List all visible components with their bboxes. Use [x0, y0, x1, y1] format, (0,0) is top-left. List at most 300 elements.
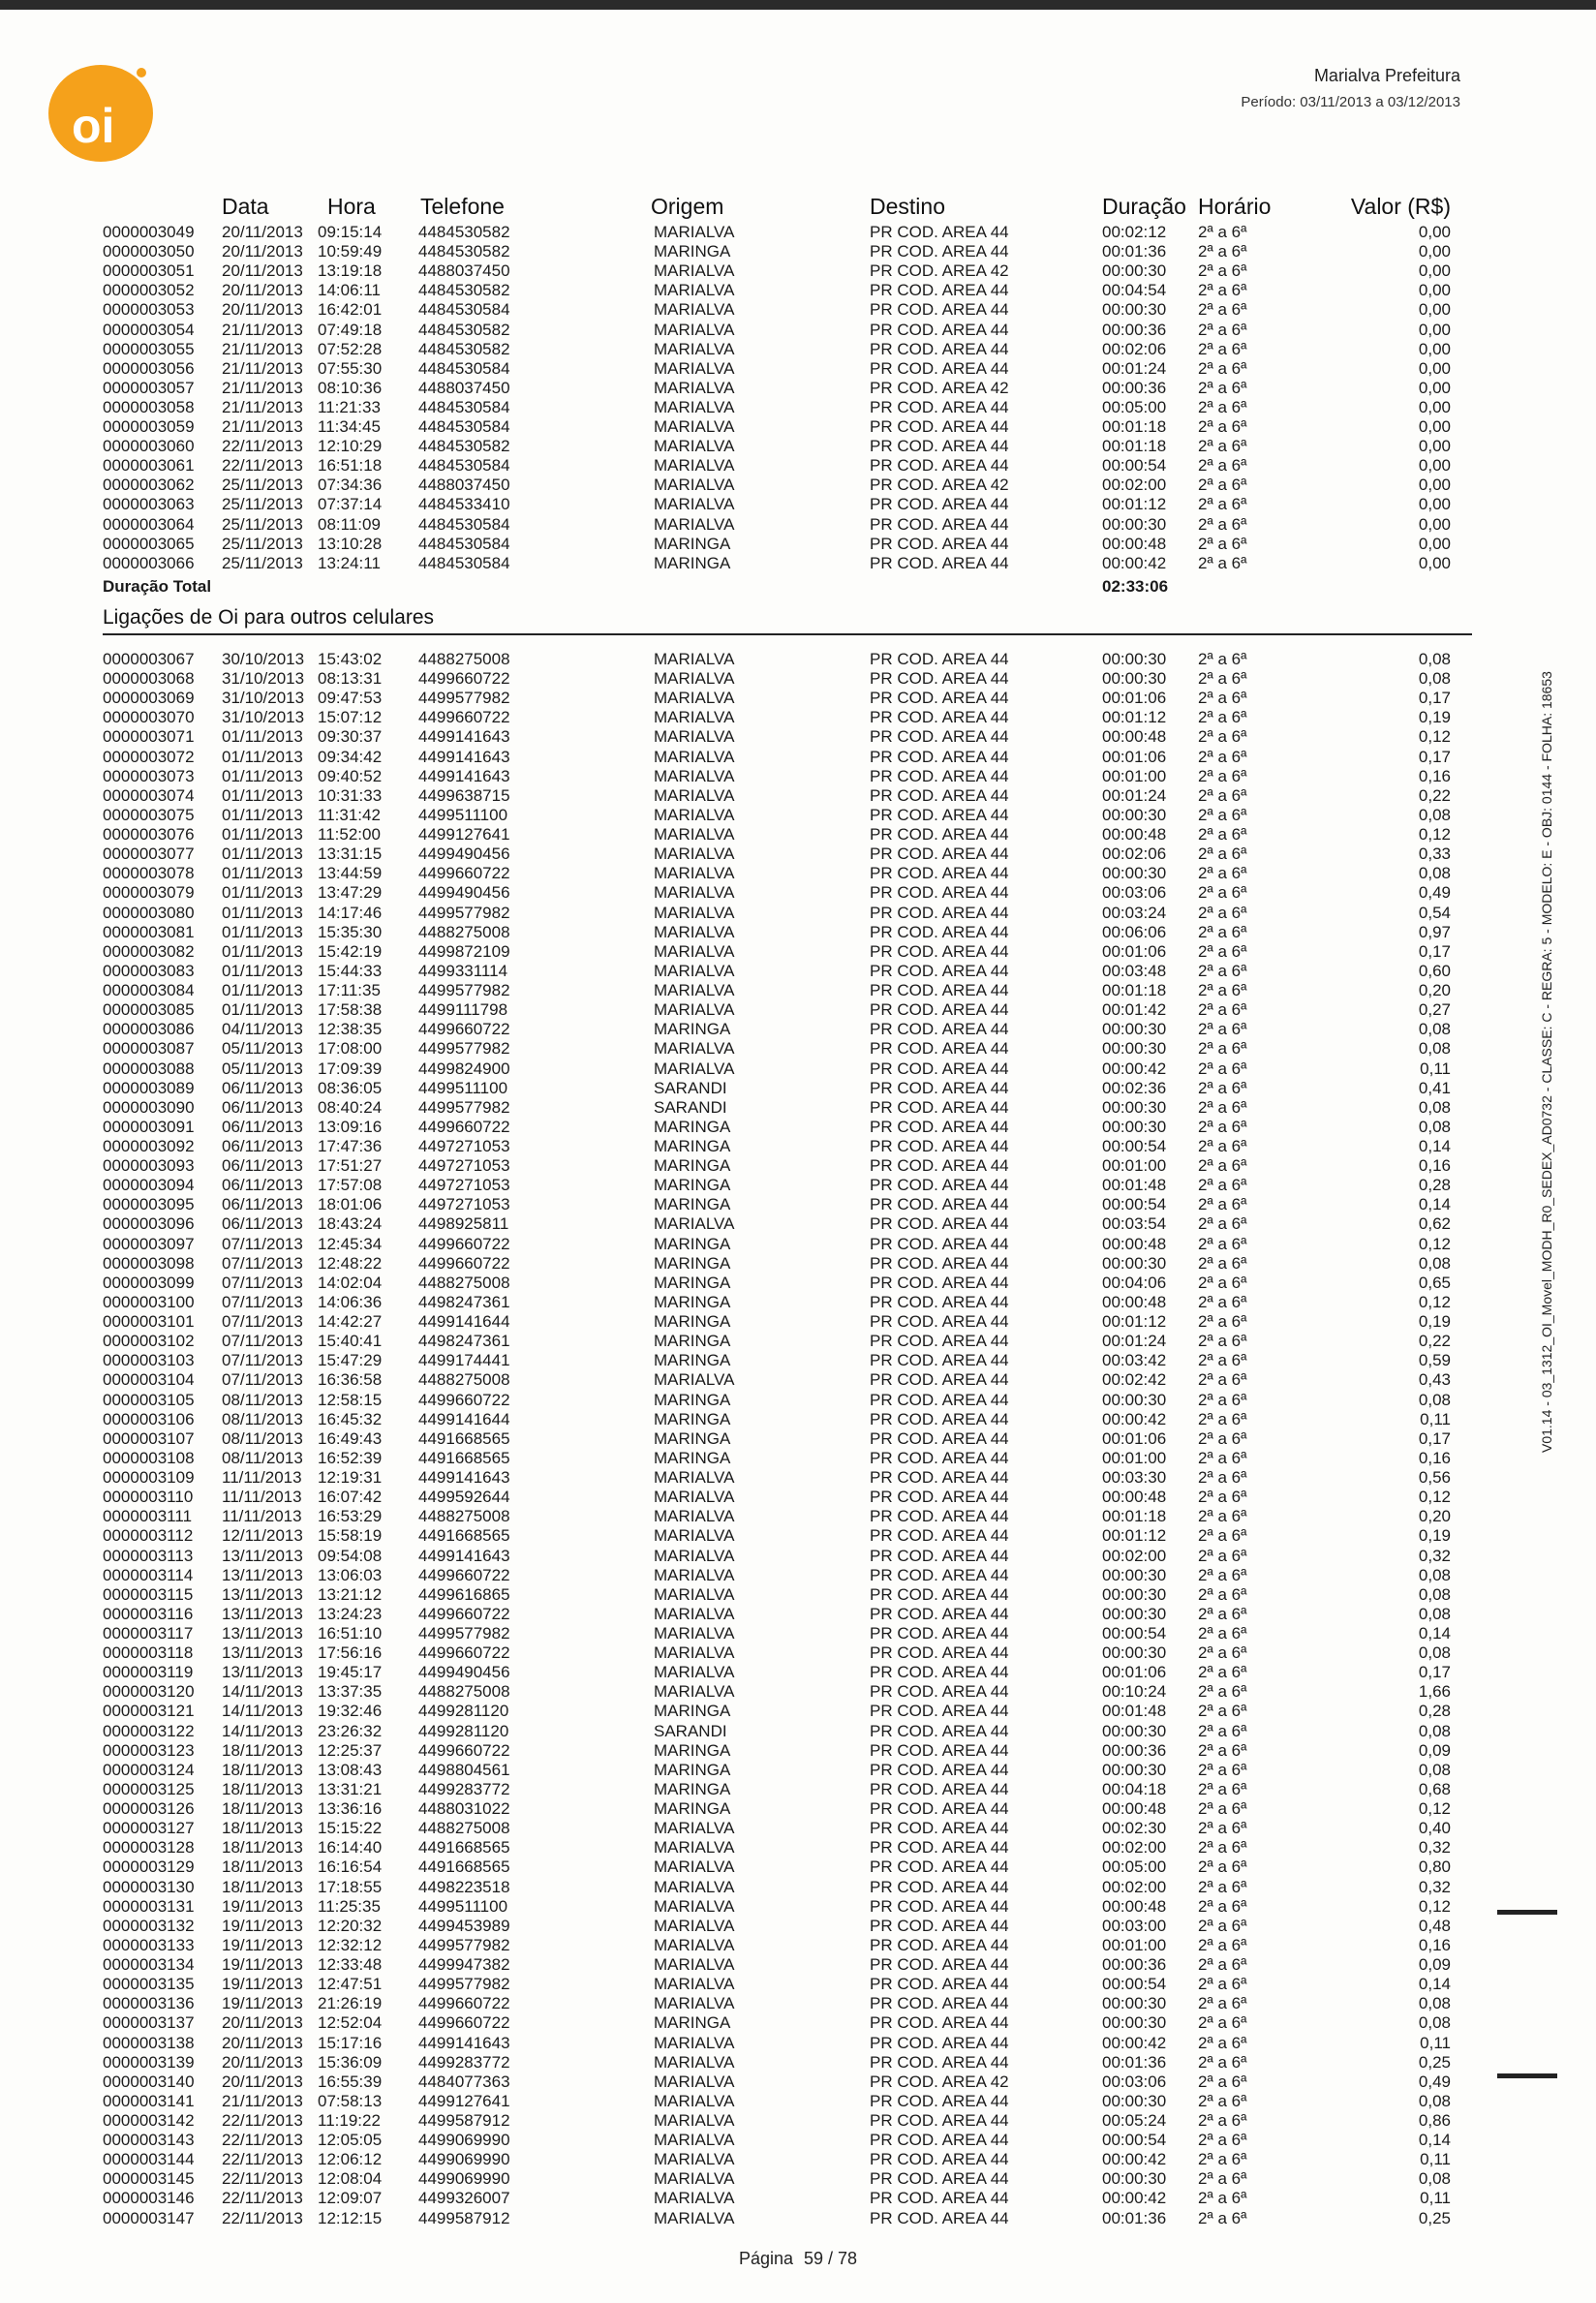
- call-id: 0000003121: [103, 1702, 195, 1721]
- call-value: 0,11: [1420, 1409, 1451, 1428]
- call-phone: 4499577982: [418, 903, 510, 922]
- call-id: 0000003134: [103, 1955, 195, 1975]
- call-value: 0,00: [1418, 397, 1451, 416]
- call-duration: 00:02:00: [1102, 1838, 1167, 1858]
- call-origin: MARINGA: [654, 534, 731, 553]
- call-duration: 00:00:30: [1102, 1390, 1167, 1409]
- call-date: 06/11/2013: [222, 1195, 303, 1214]
- call-duration: 00:06:06: [1102, 922, 1167, 941]
- call-duration: 00:01:42: [1102, 1000, 1167, 1020]
- call-id: 0000003059: [103, 417, 195, 436]
- call-origin: MARIALVA: [654, 689, 735, 708]
- call-schedule: 2ª a 6ª: [1198, 766, 1247, 785]
- call-duration: 00:01:18: [1102, 437, 1167, 456]
- call-value: 0,86: [1418, 2111, 1451, 2130]
- call-phone: 4497271053: [418, 1195, 510, 1214]
- call-value: 0,19: [1418, 1312, 1451, 1332]
- call-value: 0,14: [1418, 1975, 1451, 1994]
- table-row: [0, 515, 1596, 535]
- call-date: 04/11/2013: [222, 1020, 303, 1039]
- call-id: 0000003139: [103, 2052, 195, 2072]
- call-destination: PR COD. AREA 44: [870, 1390, 1009, 1409]
- call-time: 07:34:36: [318, 476, 383, 495]
- call-schedule: 2ª a 6ª: [1198, 922, 1247, 941]
- call-date: 06/11/2013: [222, 1214, 303, 1234]
- table-row: [0, 2189, 1596, 2208]
- call-id: 0000003063: [103, 495, 195, 514]
- call-date: 01/11/2013: [222, 766, 303, 785]
- call-schedule: 2ª a 6ª: [1198, 1292, 1247, 1311]
- call-destination: PR COD. AREA 44: [870, 825, 1009, 844]
- call-date: 19/11/2013: [222, 1994, 303, 2013]
- call-destination: PR COD. AREA 44: [870, 864, 1009, 883]
- call-duration: 00:00:48: [1102, 825, 1167, 844]
- call-id: 0000003049: [103, 223, 195, 241]
- call-date: 21/11/2013: [222, 397, 303, 416]
- call-duration: 00:00:54: [1102, 1137, 1167, 1155]
- call-origin: MARIALVA: [654, 2150, 735, 2169]
- call-value: 0,00: [1418, 281, 1451, 300]
- call-origin: MARIALVA: [654, 1507, 735, 1526]
- call-date: 20/11/2013: [222, 242, 303, 261]
- call-schedule: 2ª a 6ª: [1198, 397, 1247, 416]
- table-row: [0, 1000, 1596, 1020]
- call-time: 12:52:04: [318, 2013, 383, 2033]
- call-destination: PR COD. AREA 44: [870, 1332, 1009, 1351]
- call-phone: 4484530582: [418, 320, 510, 339]
- call-origin: MARIALVA: [654, 223, 735, 241]
- call-id: 0000003082: [103, 941, 195, 961]
- call-phone: 4499577982: [418, 1935, 510, 1954]
- call-value: 0,00: [1418, 320, 1451, 339]
- call-date: 13/11/2013: [222, 1604, 303, 1623]
- call-destination: PR COD. AREA 44: [870, 1097, 1009, 1117]
- table-row: [0, 1507, 1596, 1526]
- call-date: 19/11/2013: [222, 1896, 303, 1916]
- logo-text: oi: [72, 99, 115, 153]
- call-phone: 4498925811: [418, 1214, 509, 1234]
- table-row: [0, 300, 1596, 320]
- call-id: 0000003083: [103, 961, 195, 980]
- call-id: 0000003125: [103, 1779, 195, 1798]
- call-phone: 4488275008: [418, 1273, 510, 1292]
- call-destination: PR COD. AREA 44: [870, 1273, 1009, 1292]
- call-time: 16:36:58: [318, 1370, 383, 1390]
- call-id: 0000003078: [103, 864, 195, 883]
- call-date: 07/11/2013: [222, 1273, 303, 1292]
- call-phone: 4499511100: [418, 805, 508, 824]
- call-destination: PR COD. AREA 42: [870, 476, 1009, 495]
- call-time: 12:32:12: [318, 1935, 383, 1954]
- call-value: 0,19: [1418, 708, 1451, 727]
- call-schedule: 2ª a 6ª: [1198, 417, 1247, 436]
- table-row: [0, 1547, 1596, 1566]
- call-date: 01/11/2013: [222, 883, 303, 903]
- call-value: 0,11: [1420, 2189, 1451, 2208]
- call-phone: 4484077363: [418, 2072, 510, 2091]
- call-destination: PR COD. AREA 44: [870, 2131, 1009, 2150]
- table-row: [0, 2131, 1596, 2150]
- call-duration: 00:01:18: [1102, 1507, 1167, 1526]
- call-origin: MARIALVA: [654, 1565, 735, 1584]
- call-date: 30/10/2013: [222, 650, 305, 668]
- call-phone: 4499127641: [418, 825, 510, 844]
- call-time: 15:43:02: [318, 650, 383, 668]
- call-duration: 00:00:36: [1102, 320, 1167, 339]
- call-date: 31/10/2013: [222, 708, 305, 727]
- call-time: 11:52:00: [318, 825, 381, 844]
- call-duration: 00:00:48: [1102, 534, 1167, 553]
- call-destination: PR COD. AREA 44: [870, 1955, 1009, 1975]
- page-number: 59 / 78: [804, 2249, 858, 2268]
- call-date: 01/11/2013: [222, 922, 303, 941]
- call-destination: PR COD. AREA 44: [870, 1156, 1009, 1176]
- call-id: 0000003122: [103, 1721, 195, 1740]
- call-time: 17:11:35: [318, 981, 381, 1000]
- call-date: 01/11/2013: [222, 844, 303, 864]
- call-duration: 00:00:48: [1102, 727, 1167, 747]
- call-date: 07/11/2013: [222, 1370, 303, 1390]
- table-row: [0, 359, 1596, 379]
- table-row: [0, 437, 1596, 456]
- call-destination: PR COD. AREA 44: [870, 1234, 1009, 1253]
- call-duration: 00:00:42: [1102, 1059, 1167, 1078]
- call-duration: 00:01:06: [1102, 689, 1167, 708]
- call-schedule: 2ª a 6ª: [1198, 1819, 1247, 1838]
- call-id: 0000003146: [103, 2189, 195, 2208]
- call-phone: 4497271053: [418, 1156, 510, 1176]
- call-schedule: 2ª a 6ª: [1198, 2013, 1247, 2033]
- call-id: 0000003147: [103, 2208, 195, 2227]
- call-schedule: 2ª a 6ª: [1198, 1370, 1247, 1390]
- call-value: 0,00: [1418, 476, 1451, 495]
- call-date: 25/11/2013: [222, 553, 303, 572]
- call-value: 0,22: [1418, 785, 1451, 805]
- call-phone: 4499577982: [418, 981, 510, 1000]
- call-id: 0000003132: [103, 1916, 195, 1935]
- call-value: 0,43: [1418, 1370, 1451, 1390]
- call-origin: MARIALVA: [654, 1584, 735, 1604]
- table-row: [0, 1799, 1596, 1819]
- call-value: 0,11: [1420, 2150, 1451, 2169]
- call-value: 0,32: [1418, 1838, 1451, 1858]
- table-row: [0, 689, 1596, 708]
- call-value: 0,08: [1418, 1760, 1451, 1779]
- table-row: [0, 2034, 1596, 2053]
- call-value: 0,41: [1418, 1078, 1451, 1097]
- call-duration: 00:03:00: [1102, 1916, 1167, 1935]
- call-date: 06/11/2013: [222, 1176, 303, 1195]
- call-destination: PR COD. AREA 44: [870, 1604, 1009, 1623]
- call-date: 19/11/2013: [222, 1916, 303, 1935]
- call-phone: 4499587912: [418, 2208, 510, 2227]
- call-value: 0,27: [1418, 1000, 1451, 1020]
- section-title: Ligações de Oi para outros celulares: [103, 606, 435, 629]
- call-id: 0000003102: [103, 1332, 195, 1351]
- table-row: [0, 2209, 1596, 2228]
- call-id: 0000003095: [103, 1195, 195, 1214]
- call-phone: 4499283772: [418, 2052, 510, 2072]
- call-id: 0000003118: [103, 1643, 194, 1663]
- table-row: [0, 1819, 1596, 1838]
- call-schedule: 2ª a 6ª: [1198, 708, 1247, 727]
- call-destination: PR COD. AREA 44: [870, 1448, 1009, 1467]
- call-date: 14/11/2013: [222, 1702, 303, 1721]
- call-id: 0000003097: [103, 1234, 195, 1253]
- call-duration: 00:01:00: [1102, 1156, 1167, 1176]
- call-origin: MARIALVA: [654, 785, 735, 805]
- table-row: [0, 1391, 1596, 1410]
- margin-mark: [1497, 1910, 1557, 1915]
- call-value: 0,97: [1418, 922, 1451, 941]
- call-time: 07:49:18: [318, 320, 383, 339]
- call-duration: 00:04:06: [1102, 1273, 1167, 1292]
- call-schedule: 2ª a 6ª: [1198, 883, 1247, 903]
- call-origin: MARIALVA: [654, 300, 735, 320]
- call-destination: PR COD. AREA 44: [870, 2111, 1009, 2130]
- table-row: [0, 864, 1596, 883]
- call-date: 13/11/2013: [222, 1565, 303, 1584]
- call-schedule: 2ª a 6ª: [1198, 727, 1247, 747]
- call-duration: 00:03:06: [1102, 2072, 1167, 2091]
- call-id: 0000003128: [103, 1838, 195, 1858]
- call-destination: PR COD. AREA 44: [870, 844, 1009, 864]
- call-time: 23:26:32: [318, 1721, 383, 1740]
- call-schedule: 2ª a 6ª: [1198, 1838, 1247, 1858]
- call-origin: MARINGA: [654, 1020, 731, 1039]
- call-schedule: 2ª a 6ª: [1198, 2150, 1247, 2169]
- call-duration: 00:00:48: [1102, 1896, 1167, 1916]
- call-phone: 4499141644: [418, 1409, 510, 1428]
- call-duration: 00:00:30: [1102, 1584, 1167, 1604]
- table-row: [0, 1098, 1596, 1118]
- call-id: 0000003099: [103, 1273, 195, 1292]
- call-destination: PR COD. AREA 44: [870, 1721, 1009, 1740]
- call-value: 0,16: [1418, 1156, 1451, 1176]
- call-phone: 4491668565: [418, 1428, 510, 1448]
- call-destination: PR COD. AREA 44: [870, 1682, 1009, 1702]
- table-row: [0, 1449, 1596, 1468]
- call-date: 01/11/2013: [222, 785, 303, 805]
- call-destination: PR COD. AREA 44: [870, 1975, 1009, 1994]
- call-time: 15:40:41: [318, 1332, 383, 1351]
- call-value: 0,08: [1418, 2013, 1451, 2033]
- call-duration: 00:01:24: [1102, 1332, 1167, 1351]
- call-origin: MARIALVA: [654, 358, 735, 378]
- call-duration: 00:03:30: [1102, 1468, 1167, 1488]
- call-phone: 4499660722: [418, 1390, 510, 1409]
- call-origin: MARIALVA: [654, 981, 735, 1000]
- call-origin: MARINGA: [654, 1409, 731, 1428]
- call-id: 0000003067: [103, 650, 195, 668]
- call-destination: PR COD. AREA 44: [870, 1078, 1009, 1097]
- call-phone: 4484530582: [418, 281, 510, 300]
- call-origin: MARIALVA: [654, 1975, 735, 1994]
- call-destination: PR COD. AREA 44: [870, 785, 1009, 805]
- call-date: 22/11/2013: [222, 456, 303, 476]
- call-schedule: 2ª a 6ª: [1198, 2111, 1247, 2130]
- call-value: 0,68: [1418, 1779, 1451, 1798]
- call-value: 0,17: [1418, 689, 1451, 708]
- call-phone: 4499283772: [418, 1779, 510, 1798]
- call-schedule: 2ª a 6ª: [1198, 1234, 1247, 1253]
- call-date: 07/11/2013: [222, 1332, 303, 1351]
- call-date: 20/11/2013: [222, 2072, 303, 2091]
- call-phone: 4499577982: [418, 1624, 510, 1643]
- table-row: [0, 1214, 1596, 1234]
- call-schedule: 2ª a 6ª: [1198, 1312, 1247, 1332]
- call-value: 0,08: [1418, 1253, 1451, 1273]
- call-phone: 4484530582: [418, 339, 510, 358]
- call-schedule: 2ª a 6ª: [1198, 300, 1247, 320]
- call-origin: MARIALVA: [654, 1214, 735, 1234]
- table-row: [0, 1663, 1596, 1682]
- call-origin: MARINGA: [654, 1448, 731, 1467]
- table-row: [0, 1156, 1596, 1176]
- call-time: 17:58:38: [318, 1000, 383, 1020]
- call-date: 21/11/2013: [222, 339, 303, 358]
- call-time: 15:42:19: [318, 941, 383, 961]
- col-header-duracao: Duração: [1102, 194, 1186, 219]
- call-time: 12:47:51: [318, 1975, 383, 1994]
- call-phone: 4499453989: [418, 1916, 510, 1935]
- call-value: 0,12: [1418, 1799, 1451, 1819]
- call-phone: 4499947382: [418, 1955, 510, 1975]
- call-destination: PR COD. AREA 44: [870, 2189, 1009, 2208]
- call-destination: PR COD. AREA 44: [870, 1409, 1009, 1428]
- table-row: [0, 2169, 1596, 2189]
- call-date: 01/11/2013: [222, 747, 303, 766]
- call-phone: 4499141643: [418, 1468, 510, 1488]
- call-origin: MARIALVA: [654, 2091, 735, 2110]
- call-phone: 4498247361: [418, 1332, 510, 1351]
- oi-logo: [41, 53, 157, 165]
- call-id: 0000003052: [103, 281, 195, 300]
- call-id: 0000003101: [103, 1312, 195, 1332]
- call-date: 01/11/2013: [222, 864, 303, 883]
- call-date: 06/11/2013: [222, 1137, 303, 1155]
- call-id: 0000003058: [103, 397, 195, 416]
- call-schedule: 2ª a 6ª: [1198, 1176, 1247, 1195]
- table-row: [0, 1975, 1596, 1994]
- call-origin: MARINGA: [654, 1428, 731, 1448]
- call-id: 0000003107: [103, 1428, 195, 1448]
- call-origin: MARIALVA: [654, 727, 735, 747]
- call-time: 16:53:29: [318, 1507, 383, 1526]
- call-date: 18/11/2013: [222, 1779, 303, 1798]
- col-header-telefone: Telefone: [420, 194, 505, 219]
- call-id: 0000003089: [103, 1078, 195, 1097]
- call-destination: PR COD. AREA 44: [870, 1877, 1009, 1896]
- call-duration: 00:02:36: [1102, 1078, 1167, 1097]
- call-destination: PR COD. AREA 44: [870, 495, 1009, 514]
- call-schedule: 2ª a 6ª: [1198, 1253, 1247, 1273]
- call-duration: 00:01:06: [1102, 1428, 1167, 1448]
- call-time: 09:47:53: [318, 689, 383, 708]
- call-date: 07/11/2013: [222, 1312, 303, 1332]
- call-id: 0000003135: [103, 1975, 195, 1994]
- call-schedule: 2ª a 6ª: [1198, 1468, 1247, 1488]
- call-origin: MARIALVA: [654, 1468, 735, 1488]
- call-id: 0000003060: [103, 437, 195, 456]
- call-time: 11:21:33: [318, 397, 381, 416]
- call-id: 0000003129: [103, 1858, 195, 1877]
- table-row: [0, 962, 1596, 981]
- call-time: 17:51:27: [318, 1156, 383, 1176]
- call-phone: 4497271053: [418, 1137, 510, 1155]
- call-phone: 4499660722: [418, 1234, 510, 1253]
- call-id: 0000003057: [103, 378, 195, 397]
- call-duration: 00:03:48: [1102, 961, 1167, 980]
- call-phone: 4499660722: [418, 864, 510, 883]
- call-value: 0,08: [1418, 650, 1451, 668]
- call-phone: 4499660722: [418, 1253, 510, 1273]
- call-destination: PR COD. AREA 44: [870, 437, 1009, 456]
- call-schedule: 2ª a 6ª: [1198, 437, 1247, 456]
- call-time: 08:13:31: [318, 669, 383, 689]
- call-time: 17:56:16: [318, 1643, 383, 1663]
- call-time: 08:40:24: [318, 1097, 383, 1117]
- call-value: 0,22: [1418, 1332, 1451, 1351]
- call-origin: MARIALVA: [654, 864, 735, 883]
- call-schedule: 2ª a 6ª: [1198, 1877, 1247, 1896]
- table-row: [0, 650, 1596, 669]
- call-value: 0,12: [1418, 1896, 1451, 1916]
- call-destination: PR COD. AREA 44: [870, 1799, 1009, 1819]
- table-row: [0, 1936, 1596, 1955]
- call-id: 0000003064: [103, 514, 195, 534]
- call-destination: PR COD. AREA 44: [870, 981, 1009, 1000]
- call-phone: 4499577982: [418, 1975, 510, 1994]
- call-phone: 4499069990: [418, 2131, 510, 2150]
- call-date: 05/11/2013: [222, 1059, 303, 1078]
- call-value: 0,16: [1418, 1448, 1451, 1467]
- table-row: [0, 2111, 1596, 2131]
- call-phone: 4484530584: [418, 534, 510, 553]
- call-phone: 4488031022: [418, 1799, 510, 1819]
- table-row: [0, 2073, 1596, 2092]
- call-value: 0,19: [1418, 1526, 1451, 1546]
- call-value: 0,17: [1418, 941, 1451, 961]
- call-time: 14:06:11: [318, 281, 381, 300]
- call-schedule: 2ª a 6ª: [1198, 1546, 1247, 1565]
- call-time: 13:21:12: [318, 1584, 383, 1604]
- call-duration: 00:05:00: [1102, 1858, 1167, 1877]
- call-duration: 00:00:30: [1102, 1020, 1167, 1039]
- call-value: 0,08: [1418, 805, 1451, 824]
- call-destination: PR COD. AREA 44: [870, 1819, 1009, 1838]
- call-date: 18/11/2013: [222, 1740, 303, 1760]
- call-value: 0,00: [1418, 378, 1451, 397]
- call-date: 22/11/2013: [222, 2150, 303, 2169]
- call-schedule: 2ª a 6ª: [1198, 476, 1247, 495]
- call-date: 13/11/2013: [222, 1546, 303, 1565]
- call-destination: PR COD. AREA 44: [870, 1935, 1009, 1954]
- call-time: 11:34:45: [318, 417, 381, 436]
- call-phone: 4488275008: [418, 1507, 510, 1526]
- table-row: [0, 1624, 1596, 1643]
- call-phone: 4499872109: [418, 941, 510, 961]
- call-value: 0,00: [1418, 495, 1451, 514]
- call-value: 0,00: [1418, 242, 1451, 261]
- table-row: [0, 1897, 1596, 1917]
- call-destination: PR COD. AREA 44: [870, 1838, 1009, 1858]
- call-time: 13:24:23: [318, 1604, 383, 1623]
- call-duration: 00:02:42: [1102, 1370, 1167, 1390]
- call-duration: 00:00:30: [1102, 514, 1167, 534]
- call-schedule: 2ª a 6ª: [1198, 553, 1247, 572]
- call-time: 11:31:42: [318, 805, 381, 824]
